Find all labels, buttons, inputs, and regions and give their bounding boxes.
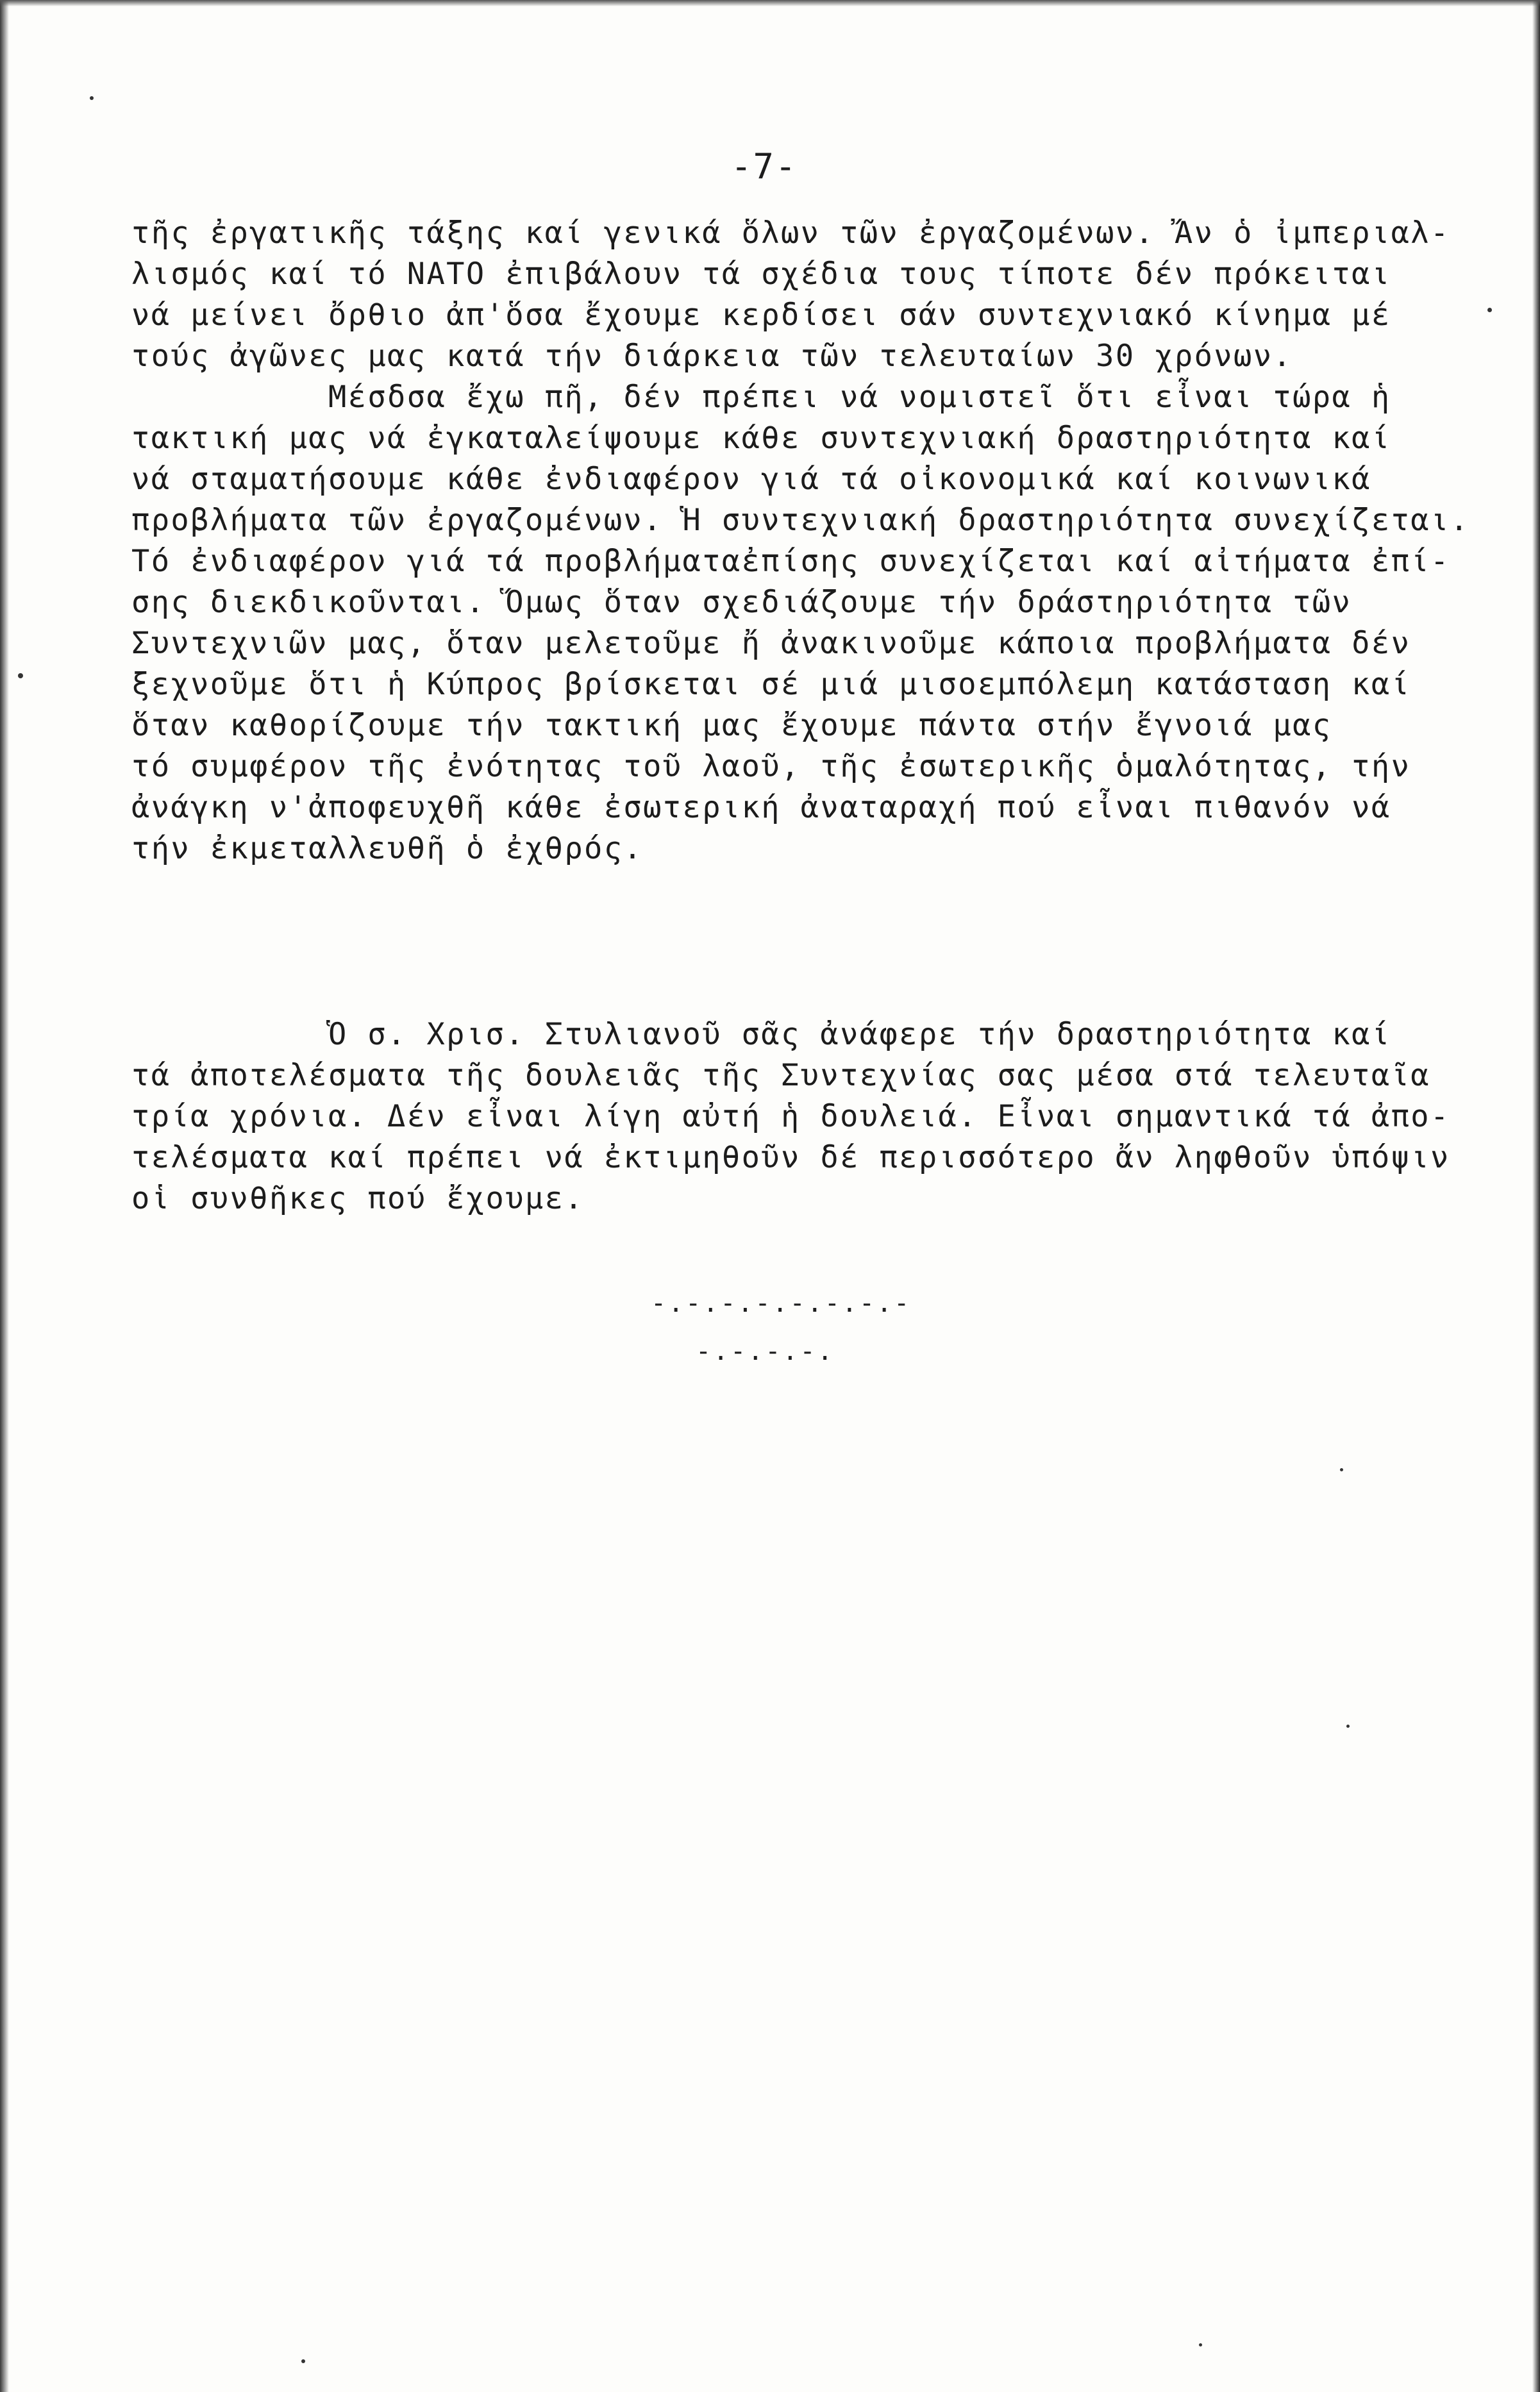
text-line: τρία χρόνια. Δέν εἶναι λίγη αὐτή ἡ δουλειά. Εἶναι σημαντικά τά ἀπο-: [131, 1099, 1450, 1134]
text-line: ὅταν καθορίζουμε τήν τακτική μας ἔχουμε πάντα στήν ἔγνοιά μας: [131, 708, 1332, 743]
text-line: ξεχνοῦμε ὅτι ἡ Κύπρος βρίσκεται σέ μιά μισοεμπόλεμη κατάσταση καί: [131, 667, 1411, 702]
text-line: οἱ συνθῆκες πού ἔχουμε.: [131, 1181, 585, 1216]
text-line: τούς ἀγῶνες μας κατά τήν διάρκεια τῶν τελευταίων 30 χρόνων.: [131, 339, 1293, 374]
text-line: τό συμφέρον τῆς ἐνότητας τοῦ λαοῦ, τῆς ἐσωτερικῆς ὁμαλότητας, τήν: [131, 749, 1411, 784]
scan-edge-left: [0, 0, 9, 2392]
scan-speck: [90, 96, 94, 100]
scan-speck: [18, 673, 23, 678]
text-line: νά μείνει ὄρθιο ἀπ'ὅσα ἔχουμε κερδίσει σάν συντεχνιακό κίνημα μέ: [131, 297, 1391, 333]
text-line: Συντεχνιῶν μας, ὅταν μελετοῦμε ἤ ἀνακινοῦμε κάποια προβλήματα δέν: [131, 626, 1411, 661]
scan-speck: [301, 2359, 305, 2363]
text-line: νά σταματήσουμε κάθε ἐνδιαφέρον γιά τά οἰκονομικά καί κοινωνικά: [131, 462, 1371, 497]
scan-speck: [1487, 308, 1492, 312]
closing-ornament-line-2: -.-.-.-.: [696, 1337, 835, 1366]
text-line: τελέσματα καί πρέπει νά ἐκτιμηθοῦν δέ περισσότερο ἄν ληφθοῦν ὑπόψιν: [131, 1140, 1450, 1175]
text-line: σης διεκδικοῦνται. Ὅμως ὅταν σχεδιάζουμε τήν δράστηριότητα τῶν: [131, 585, 1352, 620]
text-line: τήν ἐκμεταλλευθῆ ὁ ἐχθρός.: [131, 831, 644, 866]
text-line: Μέσδσα ἔχω πῆ, δέν πρέπει νά νομιστεῖ ὅτι εἶναι τώρα ἡ: [131, 380, 1391, 415]
text-line: τά ἀποτελέσματα τῆς δουλειᾶς τῆς Συντεχνίας σας μέσα στά τελευταῖα: [131, 1058, 1430, 1093]
text-line: Τό ἐνδιαφέρον γιά τά προβλήματαἐπίσης συνεχίζεται καί αἰτήματα ἐπί-: [131, 544, 1450, 579]
closing-ornament-line-1: -.-.-.-.-.-.-.-: [651, 1289, 912, 1318]
text-line: τακτική μας νά ἐγκαταλείψουμε κάθε συντεχνιακή δραστηριότητα καί: [131, 421, 1391, 456]
text-line: ἀνάγκη ν'ἀποφευχθῆ κάθε ἐσωτερική ἀναταραχή πού εἶναι πιθανόν νά: [131, 790, 1391, 825]
scan-edge-top: [0, 0, 1540, 6]
text-line: προβλήματα τῶν ἐργαζομένων. Ἡ συντεχνιακή δραστηριότητα συνεχίζεται.: [131, 503, 1470, 538]
text-line: λισμός καί τό ΝΑΤΟ ἐπιβάλουν τά σχέδια τους τίποτε δέν πρόκειται: [131, 256, 1391, 292]
scan-speck: [1199, 2343, 1202, 2346]
text-line: τῆς ἐργατικῆς τάξης καί γενικά ὅλων τῶν ἐργαζομένων. Ἄν ὁ ἰμπεριαλ-: [131, 215, 1450, 251]
scan-speck: [1346, 1725, 1350, 1728]
text-line: Ὁ σ. Χρισ. Στυλιανοῦ σᾶς ἀνάφερε τήν δραστηριότητα καί: [131, 1017, 1391, 1052]
page-number: -7-: [731, 146, 798, 187]
scan-edge-right: [1532, 0, 1540, 2392]
scan-speck: [1340, 1468, 1343, 1471]
